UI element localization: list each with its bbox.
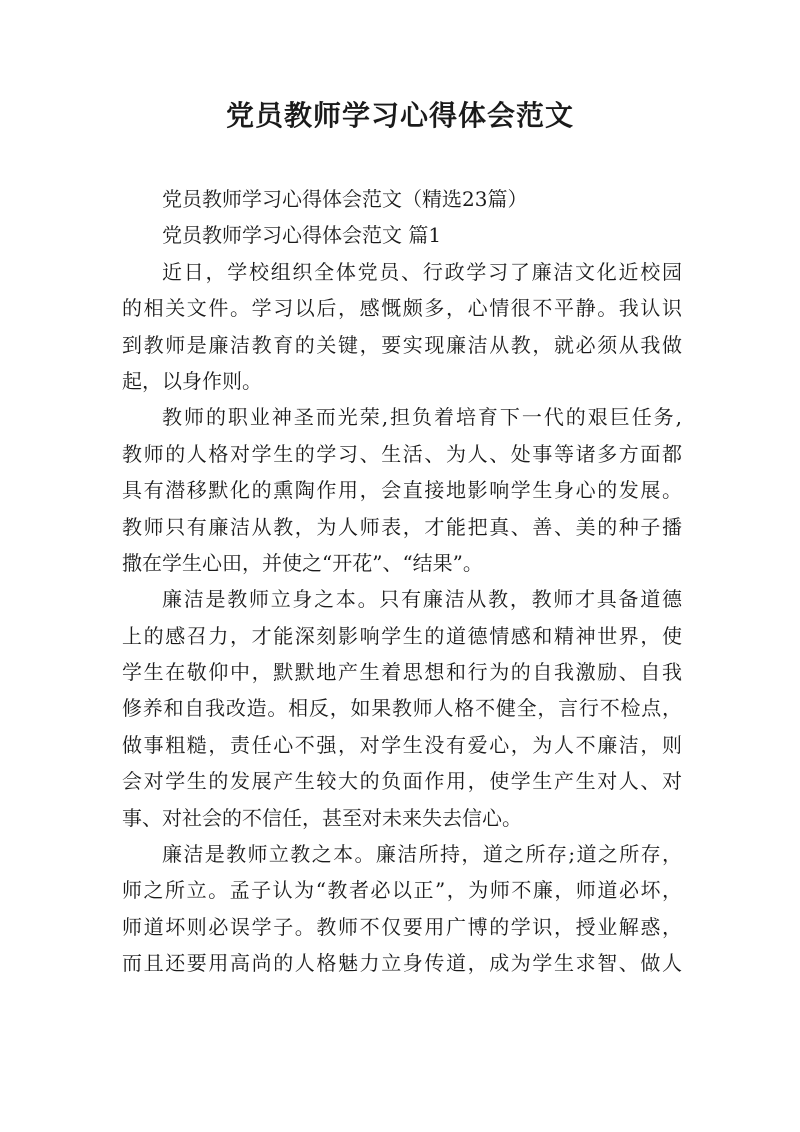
paragraph-line: 到教师是廉洁教育的关键，要实现廉洁从教，就必须从我做	[122, 332, 682, 357]
paragraph-3	[122, 581, 682, 836]
paragraph-4	[122, 836, 682, 982]
paragraph-line: 教师的人格对学生的学习、生活、为人、处事等诸多方面都	[122, 441, 682, 466]
paragraph-line: 学生在敬仰中，默默地产生着思想和行为的自我激励、自我	[122, 660, 682, 685]
document-subtitle: 党员教师学习心得体会范文（精选23篇）	[162, 187, 528, 211]
paragraph-line: 廉洁是教师立教之本。廉洁所持，道之所存;道之所存，	[162, 842, 682, 867]
paragraph-line: 具有潜移默化的熏陶作用，会直接地影响学生身心的发展。	[122, 478, 682, 503]
paragraph-line: 师道坏则必误学子。教师不仅要用广博的学识，授业解惑，	[122, 914, 682, 939]
paragraph-line: 师之所立。孟子认为“教者必以正”，为师不廉，师道必坏，	[122, 878, 682, 903]
section-heading: 党员教师学习心得体会范文 篇1	[162, 223, 442, 248]
paragraph-line: 修养和自我改造。相反，如果教师人格不健全，言行不检点，	[122, 696, 682, 721]
paragraph-line: 上的感召力，才能深刻影响学生的道德情感和精神世界，使	[122, 623, 682, 648]
paragraph-2	[122, 399, 682, 581]
paragraph-line: 廉洁是教师立身之本。只有廉洁从教，教师才具备道德	[162, 587, 682, 612]
paragraph-line: 会对学生的发展产生较大的负面作用，使学生产生对人、对	[122, 769, 682, 794]
paragraph-line: 而且还要用高尚的人格魅力立身传道，成为学生求智、做人	[122, 951, 682, 976]
paragraph-line: 近日，学校组织全体党员、行政学习了廉洁文化近校园	[162, 259, 682, 284]
document-title: 党员教师学习心得体会范文	[225, 99, 574, 132]
paragraph-1	[122, 254, 682, 400]
paragraph-line: 事、对社会的不信任，甚至对未来失去信心。	[122, 805, 522, 830]
paragraph-line: 教师只有廉洁从教，为人师表，才能把真、善、美的种子播	[122, 514, 682, 539]
paragraph-line: 撒在学生心田，并使之“开花”、“结果”。	[122, 550, 483, 575]
paragraph-line: 教师的职业神圣而光荣,担负着培育下一代的艰巨任务,	[162, 405, 682, 430]
paragraph-line: 起，以身作则。	[122, 368, 262, 393]
paragraph-line: 的相关文件。学习以后，感慨颇多，心情很不平静。我认识	[122, 296, 682, 321]
paragraph-line: 做事粗糙，责任心不强，对学生没有爱心，为人不廉洁，则	[122, 732, 682, 757]
document-body	[122, 181, 682, 982]
